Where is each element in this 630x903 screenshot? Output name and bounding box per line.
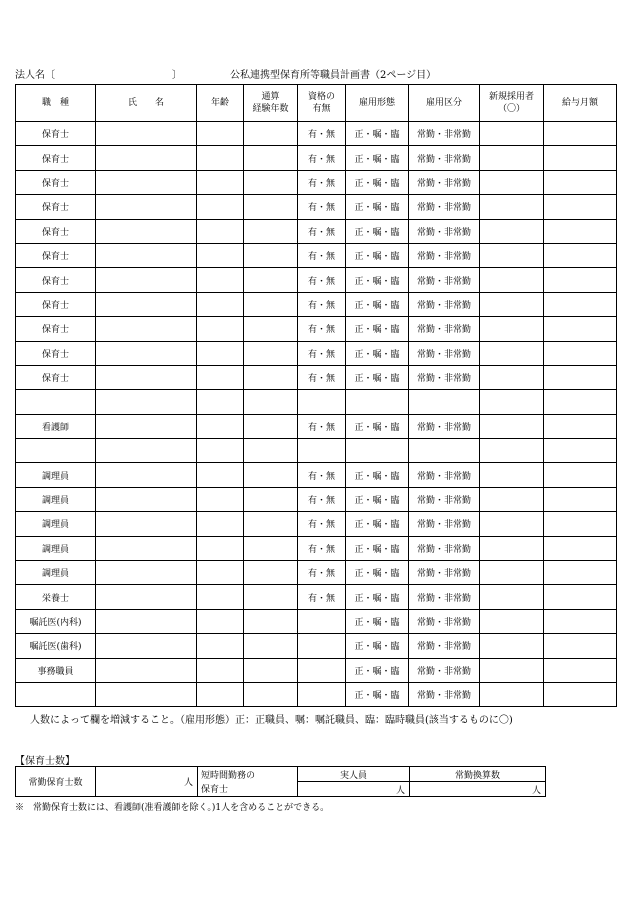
new-hire-cell[interactable] <box>480 365 544 389</box>
employment-category-cell[interactable]: 常勤・非常勤 <box>409 341 480 365</box>
column-header: 氏 名 <box>96 85 197 122</box>
salary-cell[interactable] <box>544 682 617 706</box>
salary-cell[interactable] <box>544 463 617 487</box>
new-hire-cell[interactable] <box>480 292 544 316</box>
employment-form-cell[interactable]: 正・嘱・臨 <box>346 585 409 609</box>
name-cell[interactable] <box>96 439 197 463</box>
table-row <box>16 512 617 536</box>
employment-category-cell[interactable]: 常勤・非常勤 <box>409 512 480 536</box>
age-cell[interactable] <box>197 170 244 194</box>
salary-cell[interactable] <box>544 317 617 341</box>
table-note: 人数によって欄を増減すること。（雇用形態）正：正職員、嘱：嘱託職員、臨：臨時職員(該当するものに〇) <box>30 715 513 726</box>
experience-cell[interactable] <box>244 585 298 609</box>
age-cell[interactable] <box>197 682 244 706</box>
name-cell[interactable] <box>96 536 197 560</box>
age-cell[interactable] <box>197 365 244 389</box>
salary-cell[interactable] <box>544 634 617 658</box>
table-row <box>16 170 617 194</box>
employment-form-cell[interactable] <box>346 390 409 414</box>
qualification-cell[interactable]: 有・無 <box>298 243 346 267</box>
name-cell[interactable] <box>96 487 197 511</box>
employment-category-cell[interactable]: 常勤・非常勤 <box>409 317 480 341</box>
column-header: 新規採用者 （〇） <box>480 85 544 122</box>
table-row <box>16 341 617 365</box>
job-cell: 調理員 <box>16 536 96 560</box>
table-row <box>16 219 617 243</box>
new-hire-cell[interactable] <box>480 341 544 365</box>
qualification-cell[interactable]: 有・無 <box>298 585 346 609</box>
job-cell: 調理員 <box>16 561 96 585</box>
experience-cell[interactable] <box>244 439 298 463</box>
experience-cell[interactable] <box>244 219 298 243</box>
name-cell[interactable] <box>96 463 197 487</box>
short-label-2: 保育士 <box>198 782 298 797</box>
job-cell: 保育士 <box>16 365 96 389</box>
employment-category-cell[interactable]: 常勤・非常勤 <box>409 365 480 389</box>
employment-category-cell[interactable]: 常勤・非常勤 <box>409 219 480 243</box>
salary-cell[interactable] <box>544 390 617 414</box>
salary-cell[interactable] <box>544 487 617 511</box>
employment-form-cell[interactable]: 正・嘱・臨 <box>346 536 409 560</box>
table-row <box>16 365 617 389</box>
age-cell[interactable] <box>197 561 244 585</box>
age-cell[interactable] <box>197 341 244 365</box>
table-row <box>16 292 617 316</box>
qualification-cell[interactable] <box>298 390 346 414</box>
salary-cell[interactable] <box>544 439 617 463</box>
table-row <box>16 414 617 438</box>
qualification-cell[interactable]: 有・無 <box>298 268 346 292</box>
fulltime-unit: 人 <box>183 778 193 788</box>
fte-count-field[interactable] <box>410 782 546 797</box>
job-cell: 保育士 <box>16 219 96 243</box>
employment-form-cell[interactable]: 正・嘱・臨 <box>346 414 409 438</box>
job-cell: 嘱託医(内科) <box>16 609 96 633</box>
header-line <box>15 66 615 80</box>
experience-cell[interactable] <box>244 365 298 389</box>
new-hire-cell[interactable] <box>480 463 544 487</box>
salary-cell[interactable] <box>544 243 617 267</box>
employment-form-cell[interactable]: 正・嘱・臨 <box>346 317 409 341</box>
table-row <box>16 609 617 633</box>
job-cell <box>16 390 96 414</box>
new-hire-cell[interactable] <box>480 658 544 682</box>
name-cell[interactable] <box>96 561 197 585</box>
short-label-1: 短時間勤務の <box>198 767 298 782</box>
age-cell[interactable] <box>197 122 244 146</box>
age-cell[interactable] <box>197 414 244 438</box>
salary-cell[interactable] <box>544 268 617 292</box>
name-cell[interactable] <box>96 390 197 414</box>
column-header: 年齢 <box>197 85 244 122</box>
table-row <box>16 122 617 146</box>
employment-category-cell[interactable]: 常勤・非常勤 <box>409 487 480 511</box>
qualification-cell[interactable]: 有・無 <box>298 463 346 487</box>
hoiku-section-title: 【保育士数】 <box>15 756 75 767</box>
employment-category-cell[interactable]: 常勤・非常勤 <box>409 268 480 292</box>
employment-form-cell[interactable]: 正・嘱・臨 <box>346 243 409 267</box>
new-hire-cell[interactable] <box>480 536 544 560</box>
experience-cell[interactable] <box>244 122 298 146</box>
new-hire-cell[interactable] <box>480 512 544 536</box>
employment-category-cell[interactable]: 常勤・非常勤 <box>409 609 480 633</box>
employment-category-cell[interactable]: 常勤・非常勤 <box>409 122 480 146</box>
job-cell: 保育士 <box>16 341 96 365</box>
actual-header: 実人員 <box>298 767 410 782</box>
new-hire-cell[interactable] <box>480 195 544 219</box>
employment-form-cell[interactable]: 正・嘱・臨 <box>346 487 409 511</box>
salary-cell[interactable] <box>544 122 617 146</box>
job-cell: 栄養士 <box>16 585 96 609</box>
qualification-cell[interactable]: 有・無 <box>298 219 346 243</box>
new-hire-cell[interactable] <box>480 390 544 414</box>
experience-cell[interactable] <box>244 170 298 194</box>
experience-cell[interactable] <box>244 317 298 341</box>
experience-cell[interactable] <box>244 341 298 365</box>
table-row <box>16 585 617 609</box>
name-cell[interactable] <box>96 219 197 243</box>
employment-form-cell[interactable]: 正・嘱・臨 <box>346 219 409 243</box>
age-cell[interactable] <box>197 536 244 560</box>
new-hire-cell[interactable] <box>480 243 544 267</box>
employment-form-cell[interactable]: 正・嘱・臨 <box>346 170 409 194</box>
employment-category-cell[interactable]: 常勤・非常勤 <box>409 243 480 267</box>
table-row <box>16 243 617 267</box>
qualification-cell[interactable]: 有・無 <box>298 317 346 341</box>
age-cell[interactable] <box>197 585 244 609</box>
age-cell[interactable] <box>197 390 244 414</box>
employment-category-cell[interactable] <box>409 439 480 463</box>
employment-category-cell[interactable]: 常勤・非常勤 <box>409 170 480 194</box>
table-body <box>16 122 617 707</box>
experience-cell[interactable] <box>244 561 298 585</box>
qualification-cell[interactable]: 有・無 <box>298 170 346 194</box>
qualification-cell[interactable]: 有・無 <box>298 146 346 170</box>
qualification-cell[interactable]: 有・無 <box>298 414 346 438</box>
column-header: 給与月額 <box>544 85 617 122</box>
qualification-cell[interactable] <box>298 682 346 706</box>
job-cell: 調理員 <box>16 512 96 536</box>
table-row <box>16 146 617 170</box>
table-row <box>16 634 617 658</box>
employment-form-cell[interactable]: 正・嘱・臨 <box>346 365 409 389</box>
name-cell[interactable] <box>96 317 197 341</box>
document-title: 公私連携型保育所等職員計画書（2ページ目） <box>230 70 437 81</box>
experience-cell[interactable] <box>244 682 298 706</box>
employment-category-cell[interactable]: 常勤・非常勤 <box>409 634 480 658</box>
experience-cell[interactable] <box>244 487 298 511</box>
name-cell[interactable] <box>96 682 197 706</box>
name-cell[interactable] <box>96 365 197 389</box>
job-cell: 嘱託医(歯科) <box>16 634 96 658</box>
experience-cell[interactable] <box>244 512 298 536</box>
table-row <box>16 463 617 487</box>
qualification-cell[interactable]: 有・無 <box>298 487 346 511</box>
employment-category-cell[interactable]: 常勤・非常勤 <box>409 195 480 219</box>
column-header: 雇用区分 <box>409 85 480 122</box>
employment-form-cell[interactable]: 正・嘱・臨 <box>346 463 409 487</box>
experience-cell[interactable] <box>244 463 298 487</box>
job-cell: 保育士 <box>16 122 96 146</box>
fte-header: 常勤換算数 <box>410 767 546 782</box>
employment-category-cell[interactable] <box>409 390 480 414</box>
actual-unit: 人 <box>395 785 405 796</box>
qualification-cell[interactable]: 有・無 <box>298 512 346 536</box>
name-cell[interactable] <box>96 341 197 365</box>
new-hire-cell[interactable] <box>480 609 544 633</box>
name-cell[interactable] <box>96 414 197 438</box>
employment-category-cell[interactable]: 常勤・非常勤 <box>409 561 480 585</box>
new-hire-cell[interactable] <box>480 414 544 438</box>
job-cell: 保育士 <box>16 292 96 316</box>
table-row <box>16 268 617 292</box>
age-cell[interactable] <box>197 292 244 316</box>
age-cell[interactable] <box>197 463 244 487</box>
job-cell <box>16 682 96 706</box>
new-hire-cell[interactable] <box>480 682 544 706</box>
salary-cell[interactable] <box>544 512 617 536</box>
employment-category-cell[interactable]: 常勤・非常勤 <box>409 463 480 487</box>
column-header: 資格の 有無 <box>298 85 346 122</box>
salary-cell[interactable] <box>544 146 617 170</box>
job-cell: 事務職員 <box>16 658 96 682</box>
new-hire-cell[interactable] <box>480 487 544 511</box>
age-cell[interactable] <box>197 487 244 511</box>
job-cell: 保育士 <box>16 268 96 292</box>
employment-form-cell[interactable]: 正・嘱・臨 <box>346 512 409 536</box>
qualification-cell[interactable]: 有・無 <box>298 292 346 316</box>
age-cell[interactable] <box>197 658 244 682</box>
job-cell: 保育士 <box>16 195 96 219</box>
salary-cell[interactable] <box>544 219 617 243</box>
experience-cell[interactable] <box>244 609 298 633</box>
new-hire-cell[interactable] <box>480 146 544 170</box>
qualification-cell[interactable]: 有・無 <box>298 561 346 585</box>
salary-cell[interactable] <box>544 585 617 609</box>
name-cell[interactable] <box>96 585 197 609</box>
job-cell: 看護師 <box>16 414 96 438</box>
age-cell[interactable] <box>197 317 244 341</box>
qualification-cell[interactable] <box>298 439 346 463</box>
qualification-cell[interactable]: 有・無 <box>298 536 346 560</box>
name-cell[interactable] <box>96 634 197 658</box>
age-cell[interactable] <box>197 512 244 536</box>
age-cell[interactable] <box>197 243 244 267</box>
employment-form-cell[interactable]: 正・嘱・臨 <box>346 268 409 292</box>
age-cell[interactable] <box>197 219 244 243</box>
fulltime-label: 常勤保育士数 <box>16 767 96 797</box>
qualification-cell[interactable]: 有・無 <box>298 341 346 365</box>
employment-form-cell[interactable]: 正・嘱・臨 <box>346 682 409 706</box>
age-cell[interactable] <box>197 268 244 292</box>
table-row <box>16 317 617 341</box>
staff-plan-table <box>15 84 617 707</box>
experience-cell[interactable] <box>244 634 298 658</box>
name-cell[interactable] <box>96 122 197 146</box>
salary-cell[interactable] <box>544 658 617 682</box>
age-cell[interactable] <box>197 146 244 170</box>
name-cell[interactable] <box>96 243 197 267</box>
age-cell[interactable] <box>197 634 244 658</box>
job-cell: 保育士 <box>16 146 96 170</box>
name-cell[interactable] <box>96 268 197 292</box>
new-hire-cell[interactable] <box>480 268 544 292</box>
salary-cell[interactable] <box>544 170 617 194</box>
employment-form-cell[interactable]: 正・嘱・臨 <box>346 658 409 682</box>
employment-category-cell[interactable]: 常勤・非常勤 <box>409 536 480 560</box>
name-cell[interactable] <box>96 292 197 316</box>
job-cell: 保育士 <box>16 317 96 341</box>
employment-form-cell[interactable]: 正・嘱・臨 <box>346 341 409 365</box>
actual-count-field[interactable] <box>298 782 410 797</box>
job-cell: 保育士 <box>16 170 96 194</box>
job-cell: 保育士 <box>16 243 96 267</box>
new-hire-cell[interactable] <box>480 170 544 194</box>
experience-cell[interactable] <box>244 292 298 316</box>
job-cell <box>16 439 96 463</box>
table-row <box>16 536 617 560</box>
new-hire-cell[interactable] <box>480 585 544 609</box>
qualification-cell[interactable]: 有・無 <box>298 365 346 389</box>
salary-cell[interactable] <box>544 341 617 365</box>
table-row <box>16 439 617 463</box>
experience-cell[interactable] <box>244 243 298 267</box>
new-hire-cell[interactable] <box>480 317 544 341</box>
experience-cell[interactable] <box>244 268 298 292</box>
corp-name-label: 法人名〔 <box>15 70 55 81</box>
age-cell[interactable] <box>197 439 244 463</box>
new-hire-cell[interactable] <box>480 122 544 146</box>
salary-cell[interactable] <box>544 292 617 316</box>
employment-category-cell[interactable]: 常勤・非常勤 <box>409 585 480 609</box>
column-header: 職 種 <box>16 85 96 122</box>
name-cell[interactable] <box>96 609 197 633</box>
name-cell[interactable] <box>96 658 197 682</box>
name-cell[interactable] <box>96 146 197 170</box>
employment-form-cell[interactable]: 正・嘱・臨 <box>346 122 409 146</box>
qualification-cell[interactable] <box>298 609 346 633</box>
employment-category-cell[interactable]: 常勤・非常勤 <box>409 658 480 682</box>
table-row <box>16 682 617 706</box>
new-hire-cell[interactable] <box>480 219 544 243</box>
table-header-row <box>16 85 617 122</box>
name-cell[interactable] <box>96 170 197 194</box>
table-row <box>16 561 617 585</box>
employment-category-cell[interactable]: 常勤・非常勤 <box>409 292 480 316</box>
salary-cell[interactable] <box>544 195 617 219</box>
fulltime-count-field[interactable] <box>96 767 198 797</box>
job-cell: 調理員 <box>16 487 96 511</box>
employment-form-cell[interactable]: 正・嘱・臨 <box>346 292 409 316</box>
age-cell[interactable] <box>197 195 244 219</box>
salary-cell[interactable] <box>544 414 617 438</box>
column-header: 雇用形態 <box>346 85 409 122</box>
employment-form-cell[interactable]: 正・嘱・臨 <box>346 146 409 170</box>
age-cell[interactable] <box>197 609 244 633</box>
column-header: 通算 経験年数 <box>244 85 298 122</box>
qualification-cell[interactable]: 有・無 <box>298 195 346 219</box>
experience-cell[interactable] <box>244 536 298 560</box>
employment-category-cell[interactable]: 常勤・非常勤 <box>409 146 480 170</box>
employment-form-cell[interactable]: 正・嘱・臨 <box>346 195 409 219</box>
table-row <box>16 390 617 414</box>
table-row <box>16 658 617 682</box>
employment-form-cell[interactable]: 正・嘱・臨 <box>346 634 409 658</box>
job-cell: 調理員 <box>16 463 96 487</box>
employment-form-cell[interactable]: 正・嘱・臨 <box>346 609 409 633</box>
qualification-cell[interactable] <box>298 658 346 682</box>
salary-cell[interactable] <box>544 365 617 389</box>
table-row <box>16 195 617 219</box>
experience-cell[interactable] <box>244 658 298 682</box>
new-hire-cell[interactable] <box>480 561 544 585</box>
corp-name-close: 〕 <box>172 70 182 81</box>
salary-cell[interactable] <box>544 536 617 560</box>
footnote: ※ 常勤保育士数には、看護師(准看護師を除く。)1人を含めることができる。 <box>15 803 330 813</box>
qualification-cell[interactable]: 有・無 <box>298 122 346 146</box>
new-hire-cell[interactable] <box>480 439 544 463</box>
fte-unit: 人 <box>531 785 541 796</box>
employment-category-cell[interactable]: 常勤・非常勤 <box>409 414 480 438</box>
employment-category-cell[interactable]: 常勤・非常勤 <box>409 682 480 706</box>
experience-cell[interactable] <box>244 414 298 438</box>
salary-cell[interactable] <box>544 561 617 585</box>
experience-cell[interactable] <box>244 146 298 170</box>
qualification-cell[interactable] <box>298 634 346 658</box>
name-cell[interactable] <box>96 195 197 219</box>
new-hire-cell[interactable] <box>480 634 544 658</box>
experience-cell[interactable] <box>244 195 298 219</box>
experience-cell[interactable] <box>244 390 298 414</box>
name-cell[interactable] <box>96 512 197 536</box>
table-row <box>16 487 617 511</box>
salary-cell[interactable] <box>544 609 617 633</box>
hoiku-count-table <box>15 766 546 797</box>
employment-form-cell[interactable] <box>346 439 409 463</box>
employment-form-cell[interactable]: 正・嘱・臨 <box>346 561 409 585</box>
